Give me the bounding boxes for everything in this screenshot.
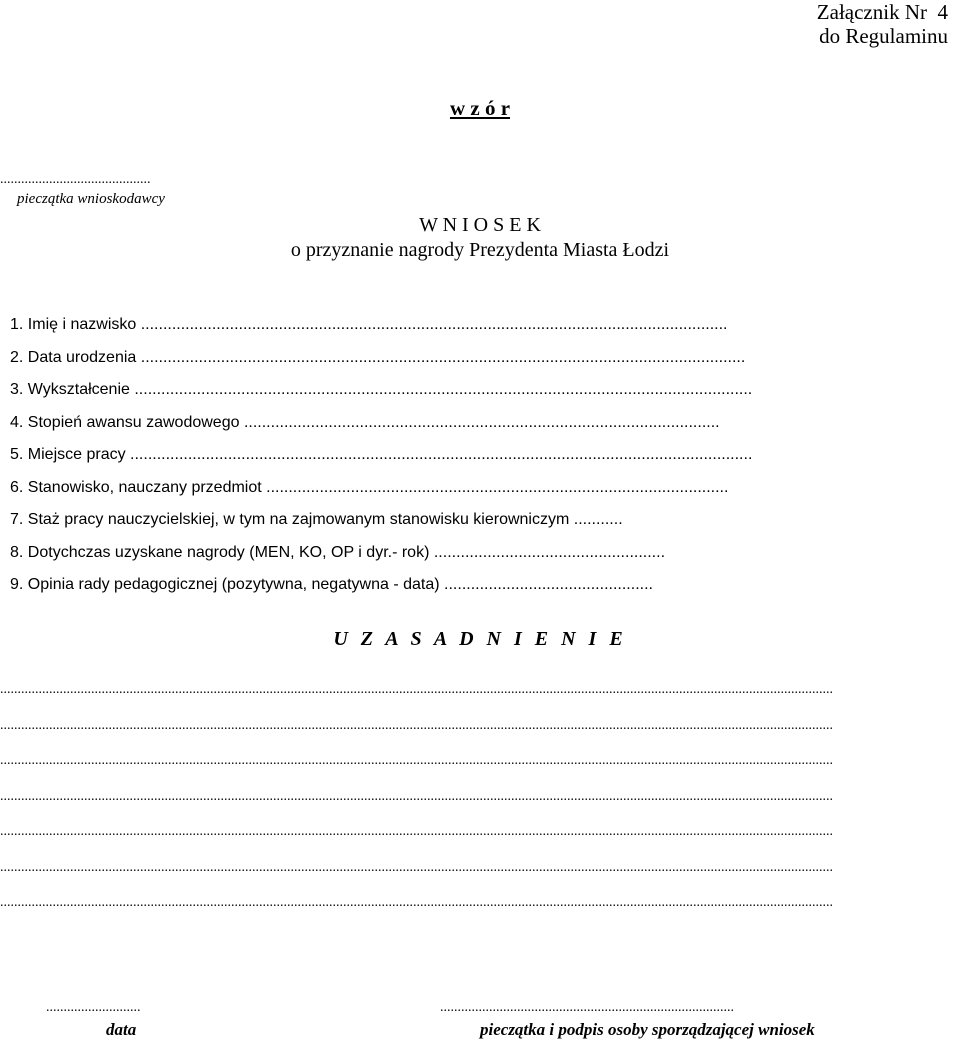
justification-line: .............................................................................................................................................................................................................................................. (0, 824, 833, 839)
date-label: data (106, 1020, 137, 1039)
form-field-council-opinion[interactable] (10, 571, 922, 604)
justification-line: .............................................................................................................................................................................................................................................. (0, 859, 833, 875)
date-dotted-line[interactable]: ........................... (46, 1000, 141, 1015)
form-field-dots: ........................................................................................................................................ (136, 348, 746, 366)
form-field-label: 4. Stopień awansu zawodowego (10, 413, 240, 431)
signature-label: pieczątka i podpis osoby sporządzającej wniosek (480, 1020, 815, 1039)
form-field-label: 6. Stanowisko, nauczany przedmiot (10, 478, 262, 496)
attachment-regulation: do Regulaminu (819, 24, 948, 48)
form-field-birthdate[interactable] (10, 344, 922, 377)
stamp-label: pieczątka wnioskodawcy (17, 191, 165, 207)
form-field-dots: ............................................................................................................................................ (125, 446, 753, 463)
template-label: w z ó r (449, 96, 511, 120)
form-field-label: 7. Staż pracy nauczycielskiej, w tym na zajmowanym stanowisku kierowniczym (10, 511, 570, 528)
form-field-dots: ........... (569, 511, 623, 528)
form-fields-list (10, 311, 922, 604)
justification-line: .............................................................................................................................................................................................................................................. (0, 682, 833, 697)
signature-dotted-line[interactable]: .................................................................................... (440, 1000, 734, 1015)
justification-line: .............................................................................................................................................................................................................................................. (0, 895, 833, 910)
form-field-label: 3. Wykształcenie (10, 381, 130, 398)
form-field-label: 5. Miejsce pracy (10, 446, 126, 463)
form-field-label: 2. Data urodzenia (10, 348, 137, 366)
justification-line: .............................................................................................................................................................................................................................................. (0, 753, 833, 768)
form-field-name[interactable] (10, 311, 922, 344)
justification-title: U Z A S A D N I E N I E (333, 628, 627, 650)
form-field-previous-awards[interactable] (10, 539, 922, 572)
form-field-label: 8. Dotychczas uzyskane nagrody (MEN, KO, OP i dyr.- rok) (10, 543, 430, 561)
form-field-workplace[interactable] (10, 441, 922, 474)
justification-line: .............................................................................................................................................................................................................................................. (0, 788, 833, 804)
form-field-label: 9. Opinia rady pedagogicznej (pozytywna, negatywna - data) (10, 576, 440, 593)
attachment-number: Załącznik Nr 4 (816, 0, 948, 24)
stamp-dotted-line: ........................................... (0, 172, 151, 187)
form-field-dots: ........................................................................................................ (261, 478, 729, 496)
form-field-education[interactable] (10, 376, 922, 409)
form-field-dots: ............................................... (439, 576, 653, 593)
form-field-dots: .................................................................................................................................... (136, 316, 728, 333)
form-field-dots: ........................................................................................................... (239, 413, 720, 431)
justification-line: .............................................................................................................................................................................................................................................. (0, 717, 833, 733)
form-field-dots: .................................................... (429, 543, 666, 561)
form-field-promotion-level[interactable] (10, 409, 922, 442)
application-subtitle: o przyznanie nagrody Prezydenta Miasta Łodzi (290, 239, 670, 261)
form-field-position-subject[interactable] (10, 474, 922, 507)
justification-text-area[interactable] (0, 678, 960, 927)
application-title: W N I O S E K (419, 214, 541, 236)
form-field-teaching-seniority[interactable] (10, 506, 922, 539)
form-field-dots: ........................................................................................................................................... (129, 381, 753, 398)
form-field-label: 1. Imię i nazwisko (10, 316, 137, 333)
